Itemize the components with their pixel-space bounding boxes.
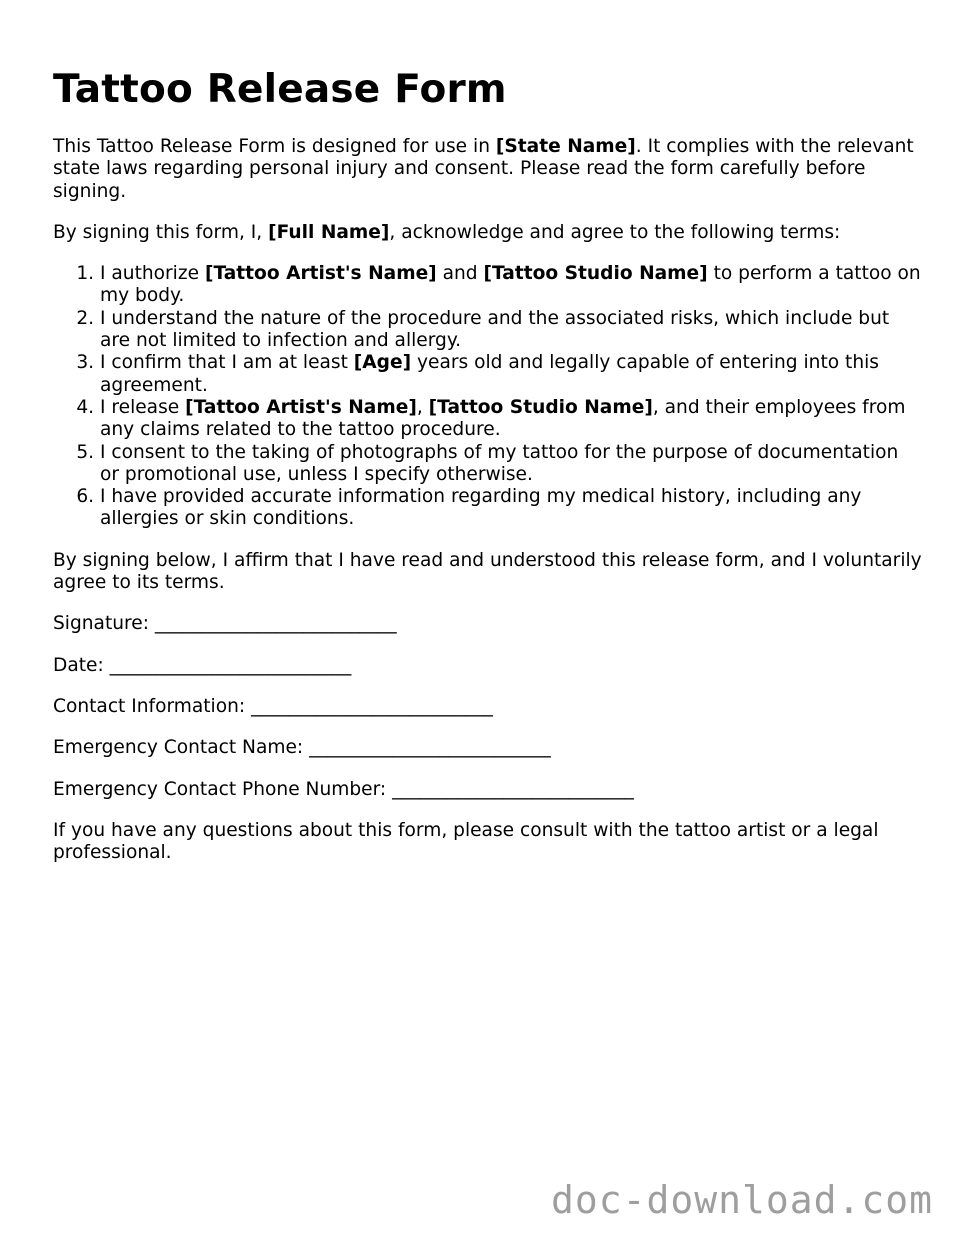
term-3-text-a: I confirm that I am at least (100, 352, 354, 374)
term-4-text-c: , and their employees from any claims related to the tattoo procedure. (100, 396, 906, 441)
term-1-text-b: and (436, 263, 484, 285)
artist-name-placeholder: [Tattoo Artist's Name] (185, 396, 417, 418)
term-1-text-a: I authorize (100, 263, 205, 285)
age-placeholder: [Age] (353, 352, 412, 374)
term-item-1 (100, 263, 923, 308)
terms-list (53, 263, 923, 531)
ack-text-1: By signing this form, I, (53, 221, 269, 243)
contact-info-blank[interactable]: __________________________ (251, 695, 493, 717)
term-4-text-a: I release (100, 396, 186, 418)
signature-field[interactable] (53, 613, 923, 635)
intro-text-1: This Tattoo Release Form is designed for use in (53, 136, 496, 157)
contact-info-label: Contact Information: (53, 695, 252, 717)
closing-paragraph: If you have any questions about this form, please consult with the tattoo artist or a legal professional. (53, 819, 879, 864)
emergency-contact-phone-field[interactable] (53, 779, 923, 801)
emergency-contact-name-label: Emergency Contact Name: (53, 737, 310, 759)
artist-name-placeholder: [Tattoo Artist's Name] (204, 263, 437, 285)
date-label: Date: (53, 654, 110, 676)
term-item-3 (100, 352, 923, 397)
document-page (53, 64, 923, 883)
intro-paragraph (53, 136, 923, 203)
term-item-5: 5. I consent to the taking of photographs of my tattoo for the purpose of documentation or promotional use, unless I specify otherwise. (100, 442, 923, 487)
term-item-6: 6. I have provided accurate information regarding my medical history, including any allergies or skin conditions. (100, 486, 923, 531)
watermark: doc-download.com (550, 1178, 933, 1222)
full-name-placeholder: [Full Name] (268, 221, 390, 243)
term-item-4 (100, 397, 923, 442)
ack-text-2: , acknowledge and agree to the following terms: (389, 221, 841, 243)
emergency-contact-name-blank[interactable]: __________________________ (309, 737, 551, 759)
affirmation-paragraph: By signing below, I affirm that I have read and understood this release form, and I voluntarily agree to its terms. (53, 549, 922, 594)
emergency-contact-phone-blank[interactable]: __________________________ (392, 778, 634, 800)
date-field[interactable] (53, 655, 923, 677)
state-name-placeholder: [State Name] (495, 136, 636, 157)
signature-label: Signature: (53, 613, 155, 635)
contact-info-field[interactable] (53, 696, 923, 718)
date-blank[interactable]: __________________________ (109, 654, 352, 676)
page-title: Tattoo Release Form (53, 67, 507, 112)
studio-name-placeholder: [Tattoo Studio Name] (483, 263, 708, 285)
term-item-2: 2. I understand the nature of the procedure and the associated risks, which include but are not limited to infection and allergy. (100, 308, 923, 353)
term-4-text-b: , (416, 396, 429, 418)
emergency-contact-name-field[interactable] (53, 737, 923, 759)
term-1-text-c: to perform a tattoo on my body. (100, 263, 921, 307)
term-3-text-b: years old and legally capable of entering into this agreement. (100, 352, 879, 396)
intro-text-2: . It complies with the relevant state laws regarding personal injury and consent. Please read the form carefully before signing. (53, 136, 914, 202)
signature-blank[interactable]: __________________________ (154, 613, 397, 635)
studio-name-placeholder: [Tattoo Studio Name] (428, 396, 653, 418)
emergency-contact-phone-label: Emergency Contact Phone Number: (53, 778, 393, 800)
acknowledgement-paragraph (53, 222, 923, 244)
